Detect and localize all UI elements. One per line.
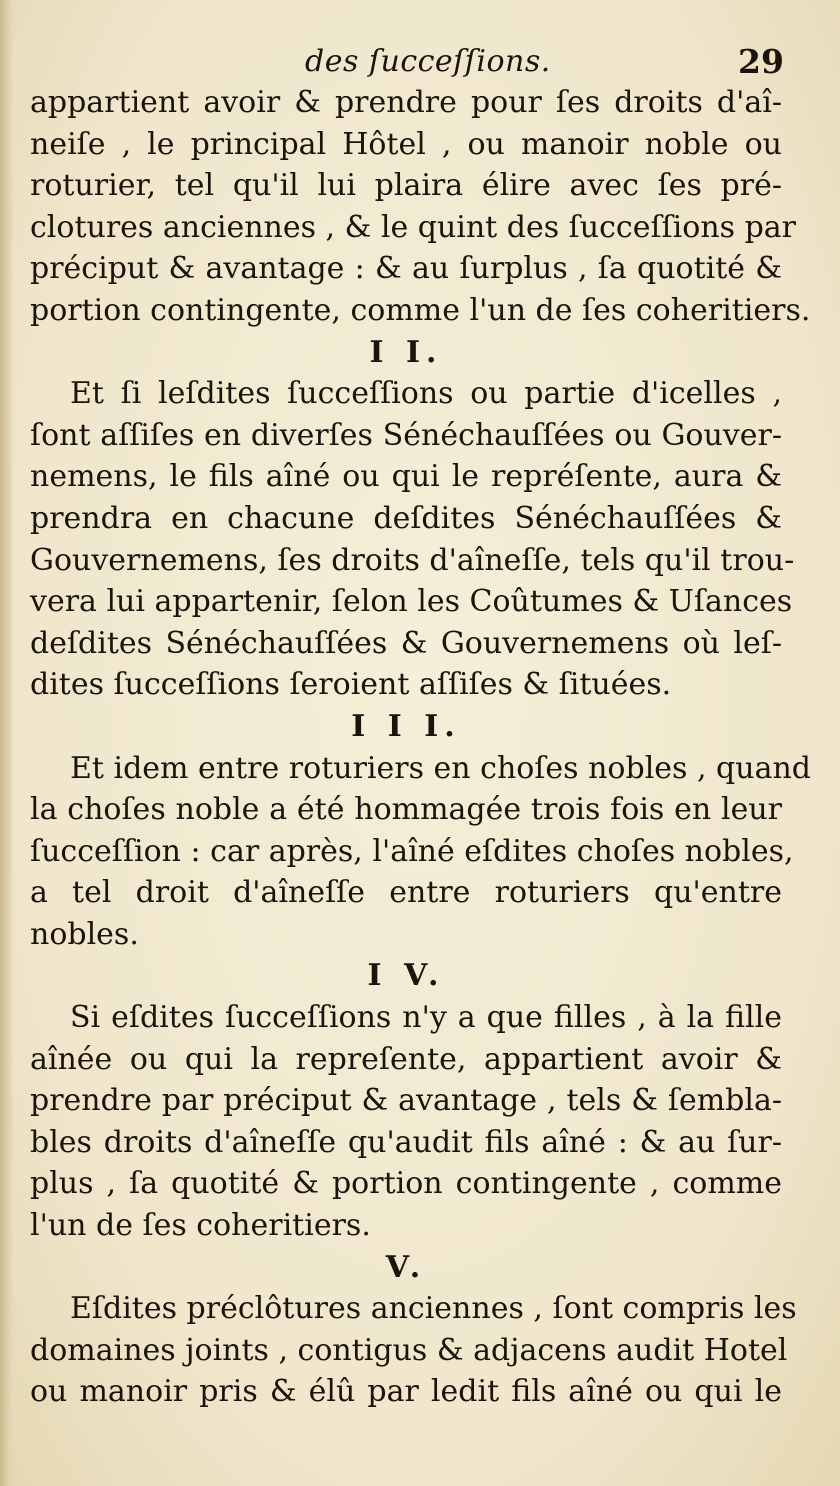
text-line: prendre par préciput & avantage , tels & ſembla-	[30, 1083, 782, 1119]
running-head-title: des ſucceſſions.	[305, 44, 551, 79]
text-line: nobles.	[30, 916, 139, 952]
text-line: prendra en chacune deſdites Sénéchauſſées &	[30, 500, 782, 536]
article-heading: V.	[385, 1249, 427, 1285]
text-line: préciput & avantage : & au ſurplus , ſa quotité &	[30, 251, 782, 287]
text-line: Et ſi leſdites ſucceſſions ou partie d'icelles ,	[70, 376, 782, 412]
text-line: plus , ſa quotité & portion contingente , comme	[30, 1166, 782, 1202]
text-line: appartient avoir & prendre pour ſes droits d'aî-	[30, 85, 782, 120]
text-line: dites ſucceſſions ſeroient aſſiſes & ſituées.	[30, 667, 672, 703]
text-line: aînée ou qui la repreſente, appartient avoir &	[30, 1041, 782, 1077]
text-line: Si eſdites ſucceſſions n'y a que filles , à la fille	[70, 1000, 782, 1036]
paragraph	[30, 1288, 797, 1413]
paragraph	[30, 997, 782, 1247]
article-heading: I I I.	[351, 708, 461, 744]
text-line: vera lui appartenir, ſelon les Coûtumes & Uſances	[30, 584, 793, 620]
page-gutter-shadow	[0, 0, 14, 1486]
text-line: neiſe , le principal Hôtel , ou manoir noble ou	[30, 126, 782, 162]
text-line: roturier, tel qu'il lui plaira élire avec ſes pré-	[30, 168, 782, 204]
text-line: nemens, le fils aîné ou qui le repréſente, aura &	[30, 459, 782, 495]
text-line: ſucceſſion : car après, l'aîné eſdites choſes nobles,	[30, 833, 794, 869]
body-text	[30, 82, 811, 1413]
text-line: Gouvernemens, ſes droits d'aîneſſe, tels qu'il trou-	[30, 542, 795, 578]
text-line: bles droits d'aîneſſe qu'audit fils aîné : & au ſur-	[30, 1124, 782, 1160]
paragraph	[30, 82, 811, 332]
text-line: clotures anciennes , & le quint des ſucceſſions par	[30, 209, 796, 245]
text-line: la choſes noble a été hommagée trois fois en leur	[30, 792, 782, 828]
page-number: 29	[738, 42, 784, 81]
text-line: a tel droit d'aîneſſe entre roturiers qu'entre	[30, 875, 782, 911]
text-line: ſont aſſiſes en diverſes Sénéchauſſées ou Gouver-	[30, 417, 782, 453]
text-line: deſdites Sénéchauſſées & Gouvernemens où leſ-	[30, 625, 782, 661]
paragraph	[30, 748, 811, 956]
article-heading: I V.	[367, 958, 445, 994]
text-line: ou manoir pris & élû par ledit fils aîné ou qui le	[30, 1374, 782, 1410]
paragraph	[30, 373, 795, 706]
text-line: domaines joints , contigus & adjacens audit Hotel	[30, 1332, 788, 1368]
article-heading: I I.	[369, 334, 443, 370]
text-line: Eſdites préclôtures anciennes , ſont compris les	[70, 1291, 797, 1327]
text-line: l'un de ſes coheritiers.	[30, 1208, 371, 1244]
text-line: Et idem entre roturiers en choſes nobles , quand	[70, 750, 811, 786]
text-line: portion contingente, comme l'un de ſes coheritiers.	[30, 292, 811, 328]
running-head	[0, 38, 840, 88]
